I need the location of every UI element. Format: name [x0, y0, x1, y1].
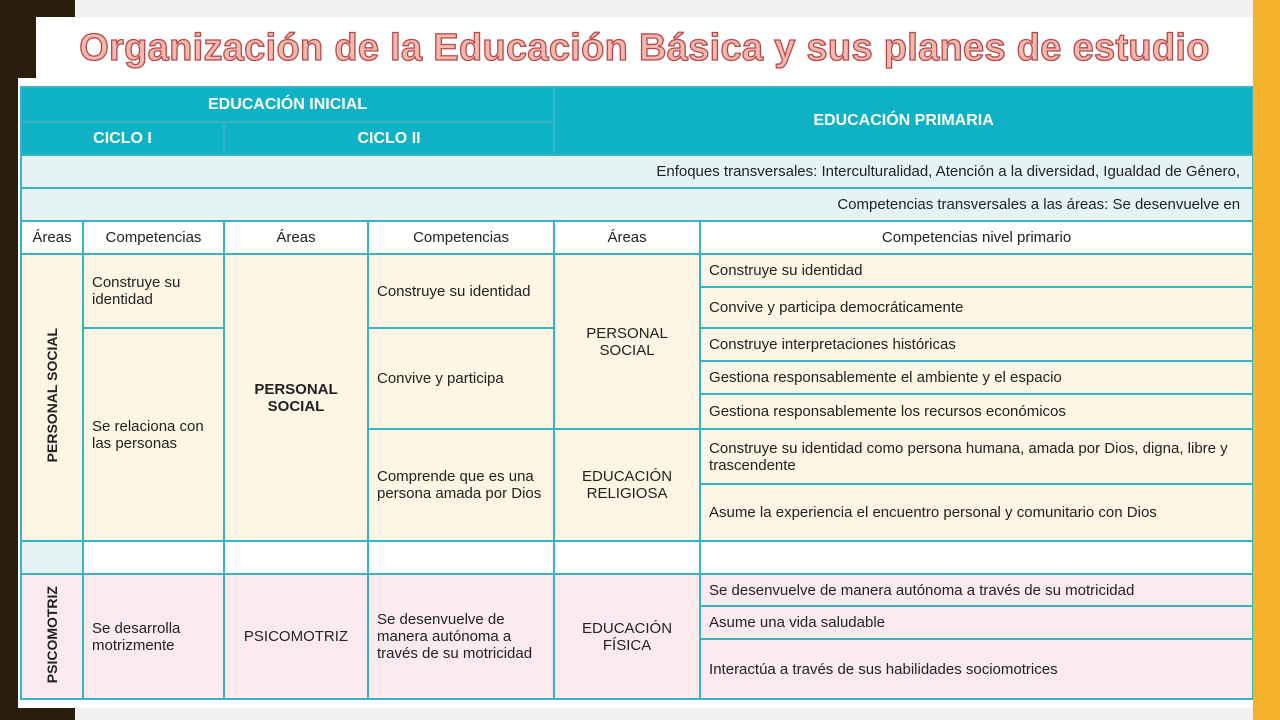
spacer-cell [21, 541, 83, 574]
curriculum-table [20, 86, 1253, 700]
header-inicial: EDUCACIÓN INICIAL [21, 87, 554, 122]
table-row [21, 254, 1253, 287]
comp-desarrolla-motrizmente: Se desarrolla motrizmente [83, 574, 224, 699]
prim-psico-comp-3: Interactúa a través de sus habilidades sociomotrices [700, 639, 1253, 699]
spacer-cell [368, 541, 554, 574]
curriculum-table-panel [18, 78, 1253, 708]
prim-comp-5: Gestiona responsablemente los recursos económicos [700, 394, 1253, 429]
prim-comp-1: Construye su identidad [700, 254, 1253, 287]
spacer-cell [224, 541, 368, 574]
slide-title: Organización de la Educación Básica y sus planes de estudio [79, 26, 1210, 69]
spacer-cell [700, 541, 1253, 574]
competencias-transversales: Competencias transversales a las áreas: Se desenvuelve en [21, 188, 1253, 221]
comp-convive-participa-c2: Convive y participa [368, 328, 554, 429]
spacer-row [21, 541, 1253, 574]
header-primaria: EDUCACIÓN PRIMARIA [554, 87, 1253, 155]
header-row-1 [21, 87, 1253, 122]
header-ciclo-1: CICLO I [21, 122, 224, 155]
prim-comp-2: Convive y participa democráticamente [700, 287, 1253, 328]
prim-comp-4: Gestiona responsablemente el ambiente y el espacio [700, 361, 1253, 394]
header-ciclo-2: CICLO II [224, 122, 554, 155]
prim-psico-comp-1: Se desenvuelve de manera autónoma a través de su motricidad [700, 574, 1253, 606]
enfoques-transversales: Enfoques transversales: Interculturalidad, Atención a la diversidad, Igualdad de Género, [21, 155, 1253, 188]
col-competencias-ciclo1: Competencias [83, 221, 224, 254]
prim-psico-comp-2: Asume una vida saludable [700, 606, 1253, 639]
band-row-competencias [21, 188, 1253, 221]
col-areas-ciclo1: Áreas [21, 221, 83, 254]
col-areas-primaria: Áreas [554, 221, 700, 254]
area-personal-social-primaria: PERSONAL SOCIAL [554, 254, 700, 429]
right-decor-bar [1253, 0, 1280, 720]
comp-construye-identidad-c1: Construye su identidad [83, 254, 224, 328]
comp-desenvuelve-autonoma-c2: Se desenvuelve de manera autónoma a través de su motricidad [368, 574, 554, 699]
prim-comp-7: Asume la experiencia el encuentro personal y comunitario con Dios [700, 484, 1253, 541]
comp-construye-identidad-c2: Construye su identidad [368, 254, 554, 328]
column-header-row [21, 221, 1253, 254]
prim-comp-3: Construye interpretaciones históricas [700, 328, 1253, 361]
comp-amada-por-dios-c2: Comprende que es una persona amada por Dios [368, 429, 554, 541]
comp-se-relaciona-c1: Se relaciona con las personas [83, 328, 224, 541]
prim-comp-6: Construye su identidad como persona humana, amada por Dios, digna, libre y trascendente [700, 429, 1253, 484]
area-personal-social-ciclo2: PERSONAL SOCIAL [224, 254, 368, 541]
area-educacion-religiosa: EDUCACIÓN RELIGIOSA [554, 429, 700, 541]
spacer-cell [554, 541, 700, 574]
band-row-enfoques [21, 155, 1253, 188]
area-psicomotriz-ciclo2: PSICOMOTRIZ [224, 574, 368, 699]
area-educacion-fisica: EDUCACIÓN FÍSICA [554, 574, 700, 699]
title-box [36, 17, 1253, 79]
area-personal-social-ciclo1: PERSONAL SOCIAL [21, 254, 83, 541]
col-competencias-ciclo2: Competencias [368, 221, 554, 254]
area-psicomotriz-ciclo1: PSICOMOTRIZ [21, 574, 83, 699]
spacer-cell [83, 541, 224, 574]
col-competencias-primaria: Competencias nivel primario [700, 221, 1253, 254]
table-row [21, 574, 1253, 606]
col-areas-ciclo2: Áreas [224, 221, 368, 254]
